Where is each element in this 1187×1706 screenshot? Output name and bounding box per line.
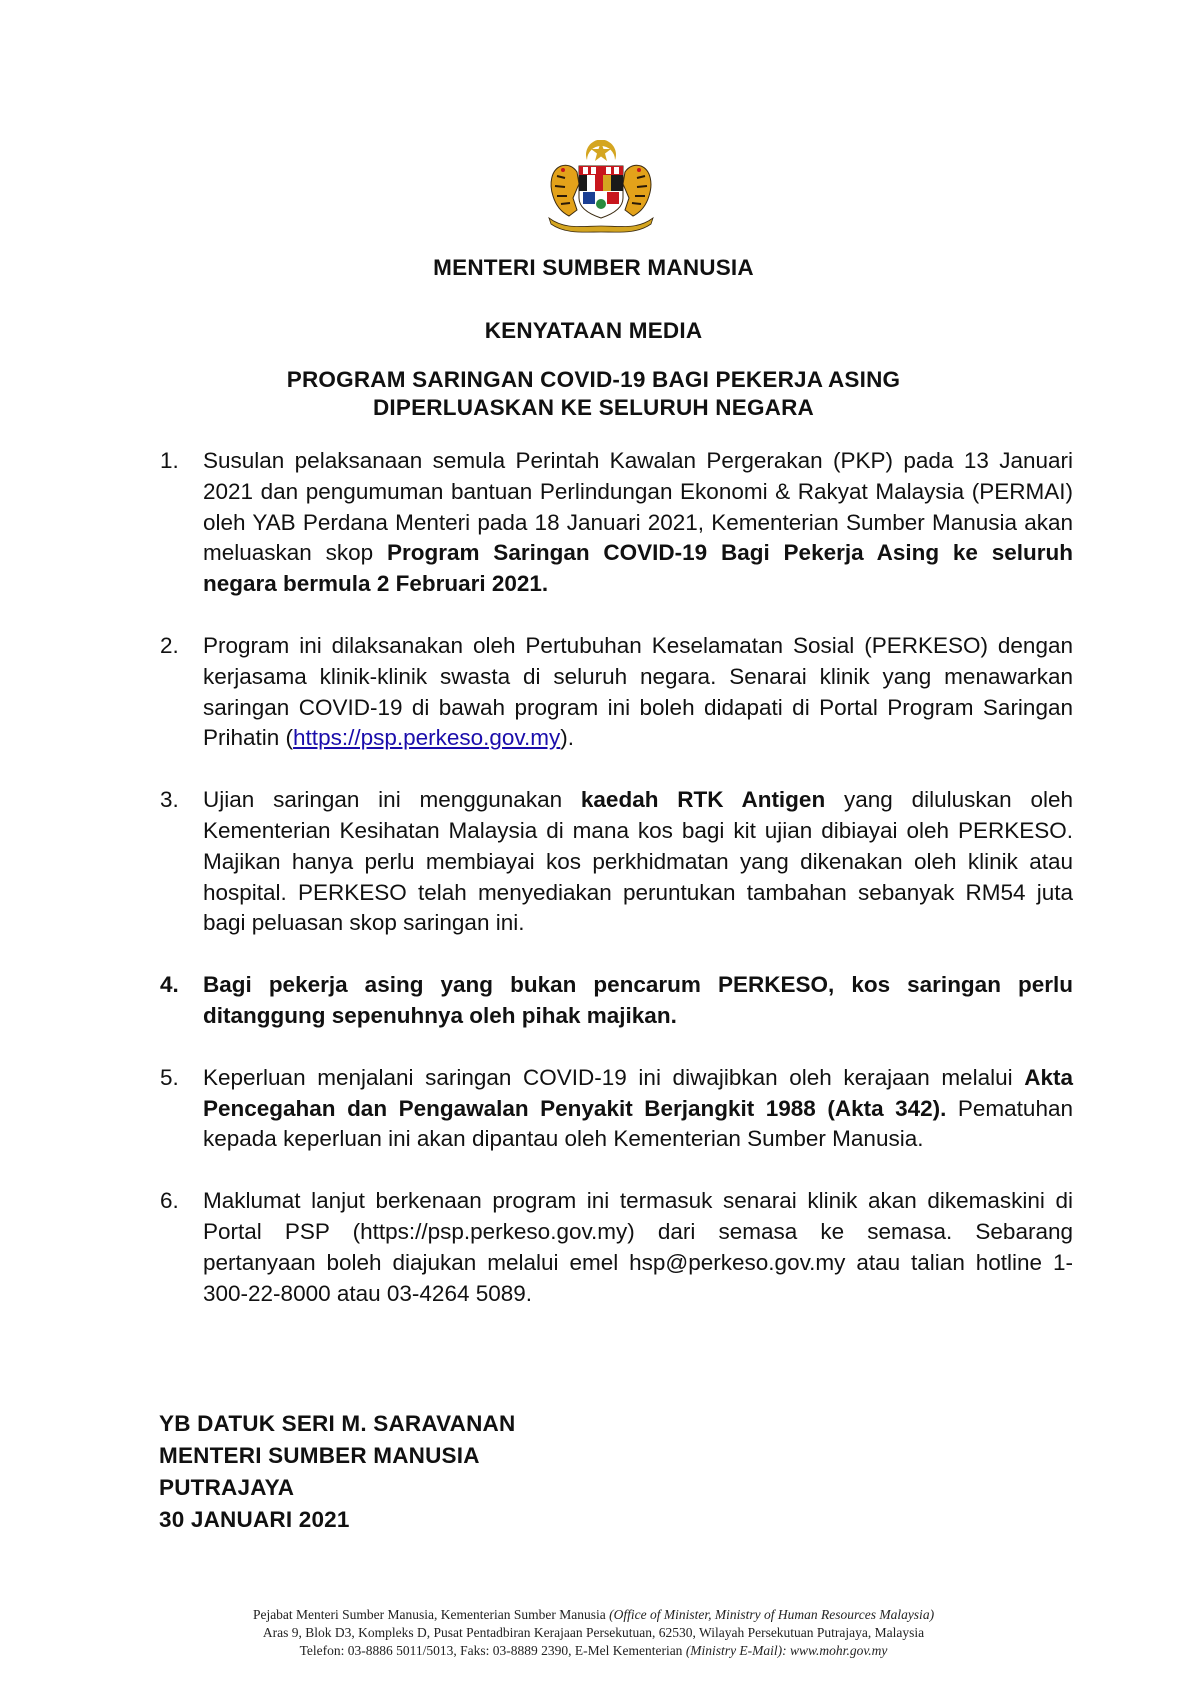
title-line-1: PROGRAM SARINGAN COVID-19 BAGI PEKERJA ASING <box>286 367 901 392</box>
signature-date: 30 JANUARI 2021 <box>159 1507 350 1532</box>
press-release-title <box>0 366 1187 422</box>
signature-place: PUTRAJAYA <box>159 1475 295 1500</box>
list-item <box>160 970 1073 1032</box>
footer-office-line: Pejabat Menteri Sumber Manusia, Kementerian Sumber Manusia (Office of Minister, Ministry of Human Resources Malaysia) <box>252 1607 935 1622</box>
item-number: 6. <box>160 1188 179 1214</box>
paragraph-3: Ujian saringan ini menggunakan kaedah RTK Antigen yang diluluskan oleh Kementerian Kesihatan Malaysia di mana kos bagi kit ujian dibiayai oleh PERKESO. Majikan hanya perlu membiayai kos perkhidmatan yang dikenakan oleh klinik atau hospital. PERKESO telah menyediakan peruntukan tambahan sebanyak RM54 juta bagi peluasan skop saringan ini. <box>203 787 1073 936</box>
item-number: 1. <box>160 448 179 473</box>
item-number: 2. <box>160 632 179 658</box>
paragraph-2: Program ini dilaksanakan oleh Pertubuhan Keselamatan Sosial (PERKESO) dengan kerjasama klinik-klinik swasta di seluruh negara. Senarai klinik yang menawarkan saringan COVID-19 di bawah program ini boleh didapati di Portal Program Saringan Prihatin (https://psp.perkeso.gov.my). <box>203 632 1073 751</box>
paragraph-4: Bagi pekerja asing yang bukan pencarum PERKESO, kos saringan perlu ditanggung sepenuhnya oleh pihak majikan. <box>203 972 1073 1028</box>
signatory-name: YB DATUK SERI M. SARAVANAN <box>159 1411 516 1436</box>
document-type-heading: KENYATAAN MEDIA <box>484 318 703 343</box>
item-number: 5. <box>160 1064 179 1090</box>
signature-block <box>159 1408 515 1536</box>
ministry-heading: MENTERI SUMBER MANUSIA <box>433 255 754 280</box>
list-item <box>160 446 1073 600</box>
bold-emphasis: Program Saringan COVID-19 Bagi Pekerja Asing ke seluruh negara bermula 2 Februari 2021. <box>203 540 1074 597</box>
item-number: 3. <box>160 787 179 813</box>
bold-emphasis: kaedah RTK Antigen <box>580 787 826 813</box>
psp-portal-link[interactable]: https://psp.perkeso.gov.my <box>293 725 561 751</box>
title-line-2: DIPERLUASKAN KE SELURUH NEGARA <box>372 395 815 420</box>
list-item <box>160 1063 1073 1155</box>
item-number: 4. <box>160 972 179 998</box>
paragraph-1: Susulan pelaksanaan semula Perintah Kawalan Pergerakan (PKP) pada 13 Januari 2021 dan pengumuman bantuan Perlindungan Ekonomi & Rakyat Malaysia (PERMAI) oleh YAB Perdana Menteri pada 18 Januari 2021, Kementerian Sumber Manusia akan meluaskan skop Program Saringan COVID-19 Bagi Pekerja Asing ke seluruh negara bermula 2 Februari 2021. <box>203 448 1074 597</box>
bold-emphasis: Akta Pencegahan dan Pengawalan Penyakit Berjangkit 1988 (Akta 342). <box>203 1064 1073 1121</box>
footer-contact-line: Telefon: 03-8886 5011/5013, Faks: 03-8889 2390, E-Mel Kementerian (Ministry E-Mail): www.mohr.gov.my <box>299 1643 888 1658</box>
malaysia-coat-of-arms-icon <box>543 140 659 234</box>
paragraph-5: Keperluan menjalani saringan COVID-19 ini diwajibkan oleh kerajaan melalui Akta Pencegahan dan Pengawalan Penyakit Berjangkit 1988 (Akta 342). Pematuhan kepada keperluan ini akan dipantau oleh Kementerian Sumber Manusia. <box>203 1064 1073 1152</box>
signatory-position: MENTERI SUMBER MANUSIA <box>159 1443 480 1468</box>
footer-address-line: Aras 9, Blok D3, Kompleks D, Pusat Pentadbiran Kerajaan Persekutuan, 62530, Wilayah Persekutuan Putrajaya, Malaysia <box>262 1625 925 1640</box>
letterhead-footer <box>0 1606 1187 1660</box>
paragraph-6: Maklumat lanjut berkenaan program ini termasuk senarai klinik akan dikemaskini di Portal PSP (https://psp.perkeso.gov.my) dari semasa ke semasa. Sebarang pertanyaan boleh diajukan melalui emel hsp@perkeso.gov.my atau talian hotline 1-300-22-8000 atau 03-4264 5089. <box>203 1188 1073 1306</box>
list-item <box>160 631 1073 754</box>
statement-list <box>160 446 1073 1340</box>
list-item <box>160 785 1073 939</box>
list-item <box>160 1186 1073 1309</box>
